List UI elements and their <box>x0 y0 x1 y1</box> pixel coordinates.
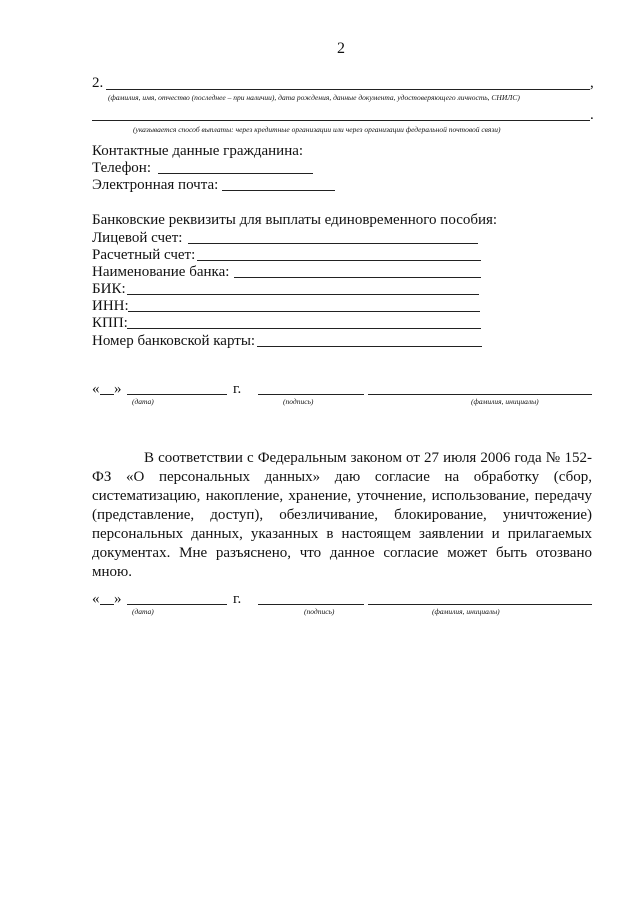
date-quote-open: « <box>92 381 100 397</box>
bik-label: БИК: <box>92 281 126 297</box>
inn-label: ИНН: <box>92 298 129 314</box>
contacts-heading: Контактные данные гражданина: <box>92 143 304 159</box>
caption-date: (дата) <box>132 397 154 406</box>
payment-method-field-line[interactable] <box>92 120 590 121</box>
caption-date-2: (дата) <box>132 607 154 616</box>
person-field-line[interactable] <box>106 89 590 90</box>
personal-account-field-line[interactable] <box>188 243 478 244</box>
year-suffix-2: г. <box>233 591 242 607</box>
name-initials-field-line-2[interactable] <box>368 604 592 605</box>
page-number: 2 <box>337 40 345 57</box>
settlement-account-label: Расчетный счет: <box>92 247 196 263</box>
bank-heading: Банковские реквизиты для выплаты единовременного пособия: <box>92 212 498 228</box>
name-initials-field-line[interactable] <box>368 394 592 395</box>
caption-signature: (подпись) <box>283 397 314 406</box>
phone-field-line[interactable] <box>158 173 313 174</box>
signature-field-line-2[interactable] <box>258 604 364 605</box>
caption-signature-2: (подпись) <box>304 607 335 616</box>
item-number: 2. <box>92 75 104 91</box>
email-field-line[interactable] <box>222 190 335 191</box>
consent-paragraph: В соответствии с Федеральным законом от 27 июля 2006 года № 152-ФЗ «О персональных данных» даю согласие на обработку (сбор, систематизацию, накопление, хранение, уточнение, использование, передачу (представление, доступ), обезличивание, блокирование, уничтожение) персональных данных, указанных в настоящем заявлении и прилагаемых документах. Мне разъяснено, что данное согласие может быть отозвано мною. <box>92 450 592 580</box>
kpp-field-line[interactable] <box>127 328 481 329</box>
date-day-field-line[interactable] <box>100 394 114 395</box>
card-field-line[interactable] <box>257 346 482 347</box>
caption-name-initials-2: (фамилия, инициалы) <box>432 607 500 616</box>
inn-field-line[interactable] <box>128 311 480 312</box>
caption-person: (фамилия, имя, отчество (последнее – при наличии), дата рождения, данные документа, удостоверяющего личность, СНИЛС) <box>108 93 520 102</box>
settlement-account-field-line[interactable] <box>197 260 481 261</box>
date-day-field-line-2[interactable] <box>100 604 114 605</box>
signature-field-line[interactable] <box>258 394 364 395</box>
caption-name-initials: (фамилия, инициалы) <box>471 397 539 406</box>
trailing-dot: . <box>590 107 594 123</box>
date-field-line-2[interactable] <box>127 604 227 605</box>
phone-label: Телефон: <box>92 160 151 176</box>
date-quote-close-2: » <box>114 591 122 607</box>
date-quote-open-2: « <box>92 591 100 607</box>
trailing-comma: , <box>590 75 594 91</box>
caption-payment: (указывается способ выплаты: через кредитные организации или через организации федеральной почтовой связи) <box>133 125 501 134</box>
card-label: Номер банковской карты: <box>92 333 256 349</box>
email-label: Электронная почта: <box>92 177 219 193</box>
bik-field-line[interactable] <box>127 294 479 295</box>
date-field-line[interactable] <box>127 394 227 395</box>
date-quote-close: » <box>114 381 122 397</box>
kpp-label: КПП: <box>92 315 128 331</box>
bank-name-field-line[interactable] <box>234 277 481 278</box>
bank-name-label: Наименование банка: <box>92 264 230 280</box>
personal-account-label: Лицевой счет: <box>92 230 183 246</box>
year-suffix: г. <box>233 381 242 397</box>
